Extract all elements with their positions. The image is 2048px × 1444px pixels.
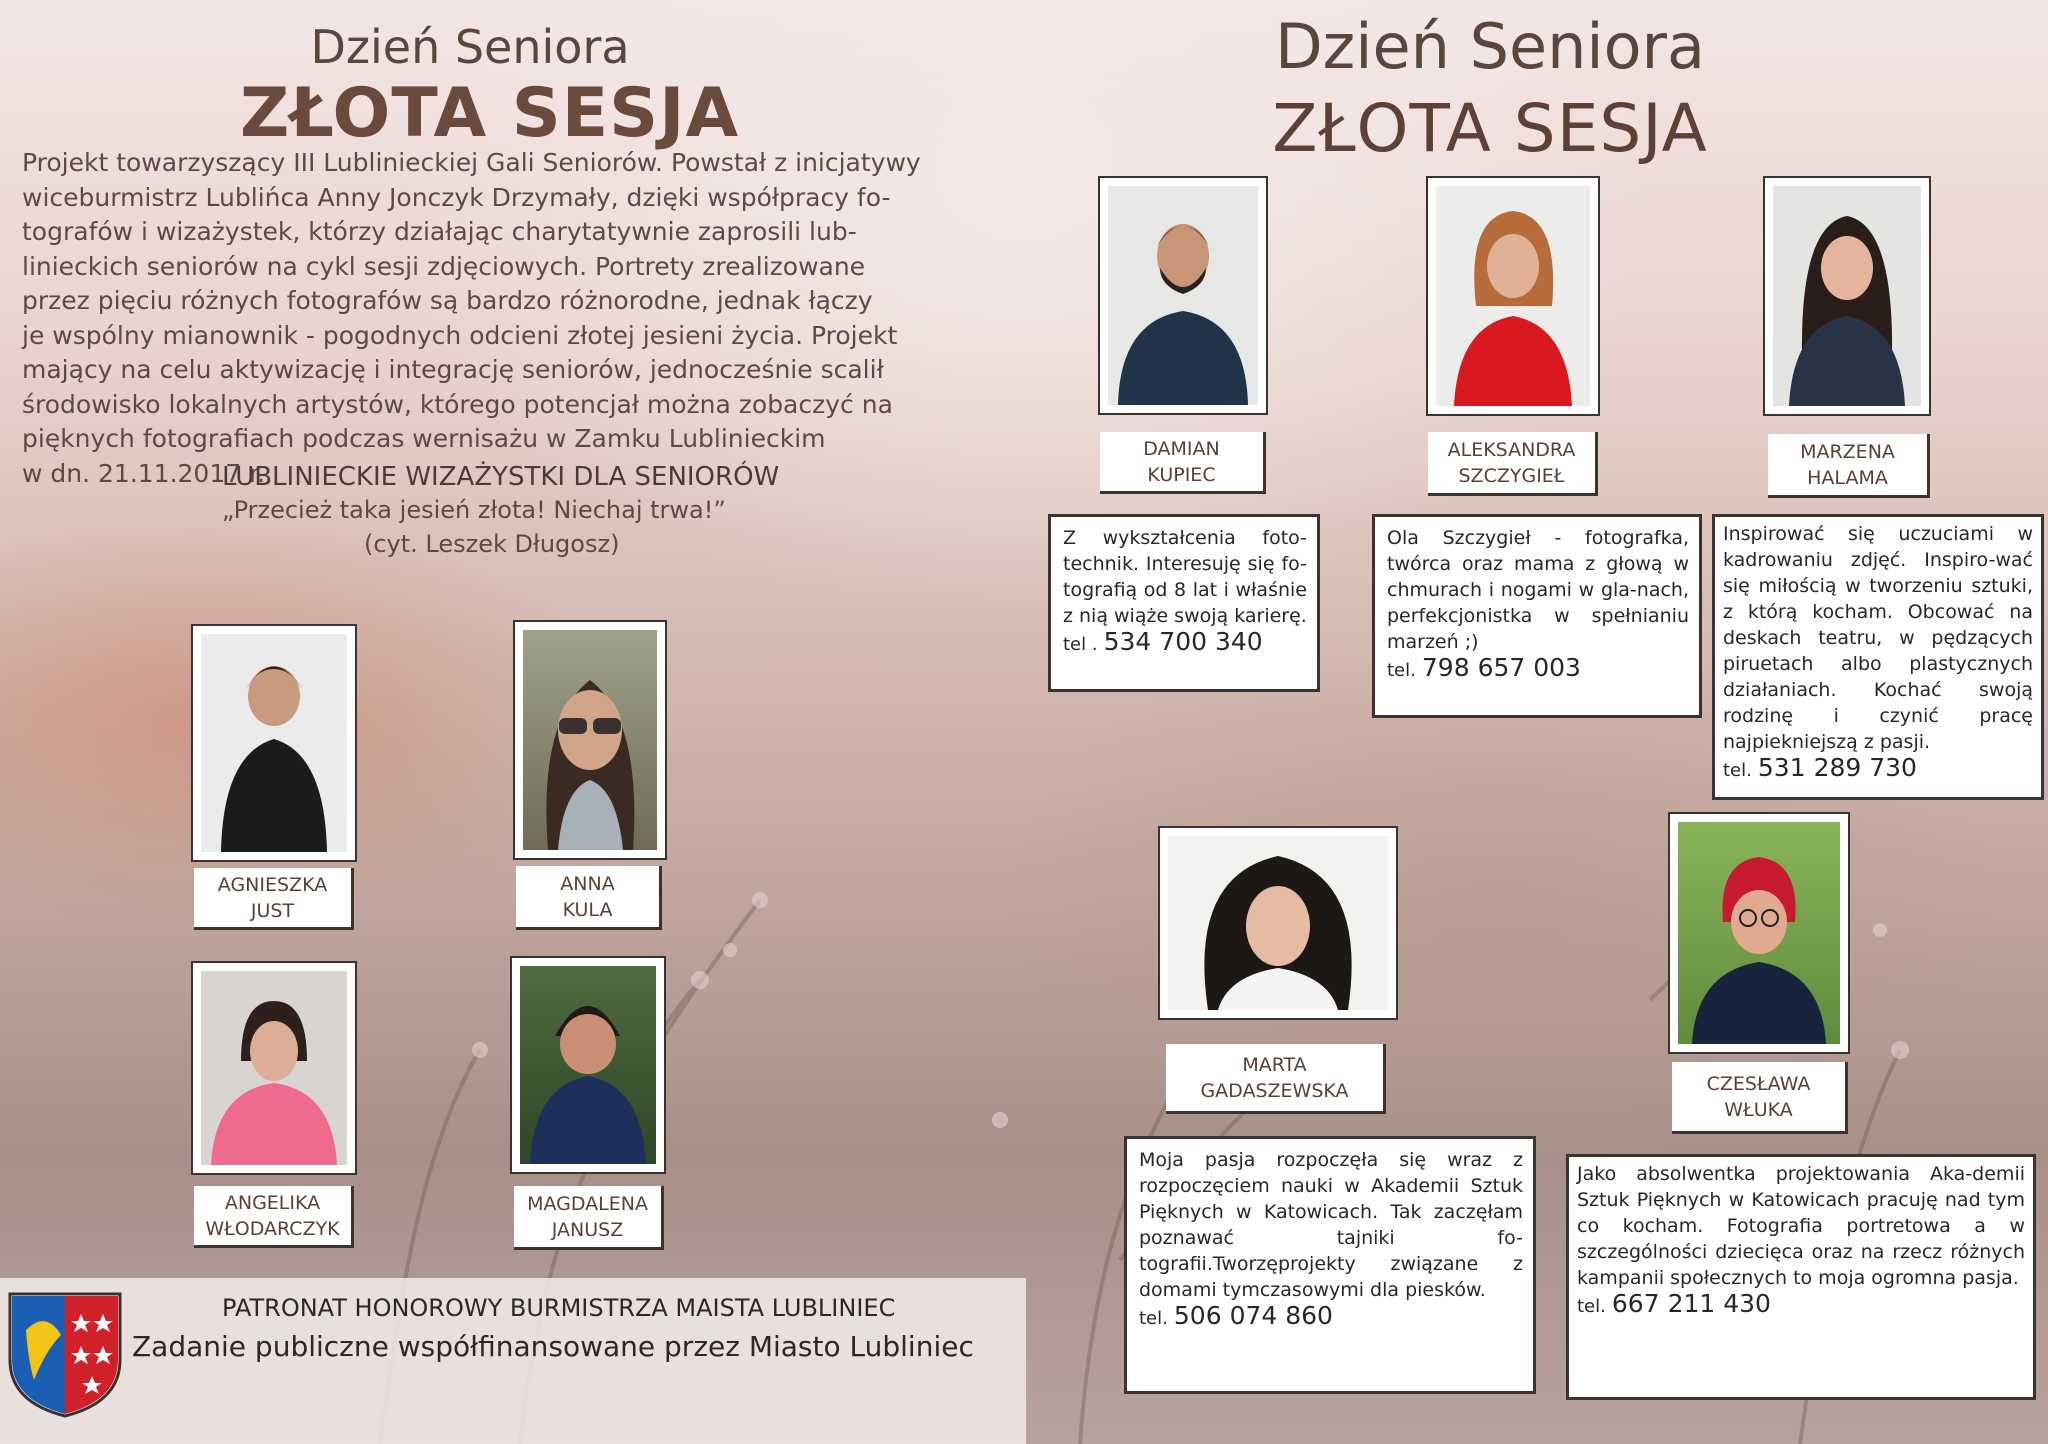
makeup-heading: LUBLINIECKIE WIZAŻYSTKI DLA SENIORÓW <box>222 462 780 492</box>
person-illustration <box>523 630 657 850</box>
name-last: HALAMA <box>1807 466 1888 489</box>
phone-number: 667 211 430 <box>1611 1289 1771 1318</box>
makeup-artist-name <box>514 1186 664 1250</box>
name-first: CZESŁAWA <box>1706 1072 1811 1095</box>
intro-line: Projekt towarzyszący III Lublinieckiej Gali Seniorów. Powstał z inicjatywy <box>22 148 921 177</box>
name-first: AGNIESZKA <box>217 873 328 896</box>
person-illustration <box>1108 186 1258 405</box>
intro-line: wiceburmistrz Lublińca Anny Jonczyk Drzymały, dzięki współpracy fo- <box>22 182 891 212</box>
photographer-bio <box>1124 1136 1536 1394</box>
photographer-bio <box>1372 514 1702 718</box>
phone-label: tel. <box>1387 660 1416 681</box>
photographer-name <box>1768 434 1930 498</box>
intro-line: pięknych fotografiach podczas wernisażu w Zamku Lublinieckim <box>22 424 826 453</box>
portrait-photo <box>193 626 355 860</box>
name-first: ANGELIKA <box>224 1191 321 1214</box>
left-title-big: ZŁOTA SESJA <box>240 74 740 153</box>
intro-text <box>22 146 1000 491</box>
name-last: WŁODARCZYK <box>205 1217 340 1240</box>
phone-label: tel . <box>1063 634 1098 655</box>
intro-line: mający na celu aktywizację i integrację seniorów, jednocześnie scalił <box>22 355 884 384</box>
person-illustration <box>201 634 347 852</box>
name-first: ALEKSANDRA <box>1447 438 1576 461</box>
phone-number: 506 074 860 <box>1173 1301 1333 1330</box>
intro-line: przez pięciu różnych fotografów są bardzo różnorodne, jednak łączy <box>22 286 873 315</box>
makeup-artist-name <box>194 1186 354 1248</box>
name-last: KULA <box>562 898 613 921</box>
patronage-text: PATRONAT HONOROWY BURMISTRZA MAISTA LUBLINIEC <box>222 1294 896 1322</box>
photographer-photo <box>1100 178 1266 413</box>
photographer-name <box>1166 1044 1386 1114</box>
person-illustration <box>1436 186 1590 406</box>
name-last: SZCZYGIEŁ <box>1458 464 1565 487</box>
name-last: KUPIEC <box>1147 463 1216 486</box>
photographer-bio <box>1048 514 1320 692</box>
name-last: JANUSZ <box>551 1218 624 1241</box>
name-first: MAGDALENA <box>527 1192 648 1215</box>
phone-number: 531 289 730 <box>1757 753 1917 782</box>
person-illustration <box>201 971 347 1165</box>
intro-line: tografów i wizażystek, którzy działając charytatywnie zaprosili lub- <box>22 217 857 246</box>
phone-label: tel. <box>1723 760 1752 781</box>
bio-text: Jako absolwentka projektowania Aka-demii Sztuk Pięknych w Katowicach pracuję nad tym co kocham. Fotografia portretowa a w szczególności dziecięca oraz na rzecz różnych kampanii społecznych to moja ogromna pasja. <box>1577 1163 2025 1289</box>
person-illustration <box>1773 186 1921 406</box>
photographer-name <box>1428 432 1598 496</box>
phone-number: 798 657 003 <box>1421 653 1581 682</box>
photographer-photo <box>1765 178 1929 414</box>
portrait-photo <box>512 958 664 1172</box>
name-first: DAMIAN <box>1143 437 1220 460</box>
patronage-banner <box>0 1278 1026 1444</box>
lubliniec-coat-of-arms <box>6 1290 124 1420</box>
name-first: MARTA <box>1242 1053 1307 1076</box>
funding-text: Zadanie publiczne współfinansowane przez Miasto Lubliniec <box>132 1330 974 1363</box>
bio-text: Z wykształcenia foto-technik. Interesuję się fo-tografią od 8 lat i właśnie z nią wiąże swoją karierę. <box>1063 527 1307 627</box>
name-last: GADASZEWSKA <box>1200 1079 1349 1102</box>
name-last: WŁUKA <box>1724 1098 1793 1121</box>
photographer-photo <box>1428 178 1598 414</box>
right-title-small: Dzień Seniora <box>1274 10 1706 83</box>
phone-number: 534 700 340 <box>1103 627 1263 656</box>
makeup-artist-name <box>194 868 354 930</box>
makeup-artist-name <box>516 866 662 930</box>
intro-line: środowisko lokalnych artystów, którego potencjał można zobaczyć na <box>22 389 893 419</box>
intro-line: je wspólny mianownik - pogodnych odcieni złotej jesieni życia. Projekt <box>22 320 898 350</box>
name-first: ANNA <box>560 872 615 895</box>
photographer-name <box>1672 1062 1848 1134</box>
person-illustration <box>520 966 656 1164</box>
portrait-photo <box>193 963 355 1173</box>
left-title-small: Dzień Seniora <box>310 20 630 74</box>
right-title-big: ZŁOTA SESJA <box>1272 90 1708 167</box>
person-illustration <box>1678 822 1840 1044</box>
intro-line: w dn. 21.11.2017 r. <box>22 458 266 488</box>
phone-label: tel. <box>1139 1308 1168 1329</box>
photographer-bio <box>1566 1154 2036 1400</box>
name-last: JUST <box>250 899 295 922</box>
bio-text: Inspirować się uczuciami w kadrowaniu zdjęć. Inspiro-wać się miłością w tworzeniu sztuki, z którą kocham. Obcować na deskach teatru, w pędzących piruetach albo plastycznych działaniach. Kochać swoją rodzinę i czynić pracę najpiekniejszą z pasji. <box>1723 523 2033 753</box>
photographer-photo <box>1160 828 1396 1018</box>
quote: „Przecież taka jesień złota! Niechaj trwa!” <box>222 496 726 524</box>
quote-citation: (cyt. Leszek Długosz) <box>364 530 620 558</box>
photographer-photo <box>1670 814 1848 1052</box>
person-illustration <box>1168 836 1388 1010</box>
phone-label: tel. <box>1577 1296 1606 1317</box>
photographer-name <box>1100 432 1266 494</box>
bio-text: Ola Szczygieł - fotografka, twórca oraz mama z głową w chmurach i nogami w gla-nach, perfekcjonistka w spełnianiu marzeń ;) <box>1387 527 1689 653</box>
photographer-bio <box>1712 514 2044 800</box>
bio-text: Moja pasja rozpoczęła się wraz z rozpoczęciem nauki w Akademii Sztuk Pięknych w Katowicach. Tak zaczęłam poznawać tajniki fo-tografii.Tworzęprojekty związane z domami tymczasowymi dla piesków. <box>1139 1149 1523 1301</box>
name-first: MARZENA <box>1800 440 1895 463</box>
portrait-photo <box>515 622 665 858</box>
intro-line: linieckich seniorów na cykl sesji zdjęciowych. Portrety zrealizowane <box>22 251 866 281</box>
